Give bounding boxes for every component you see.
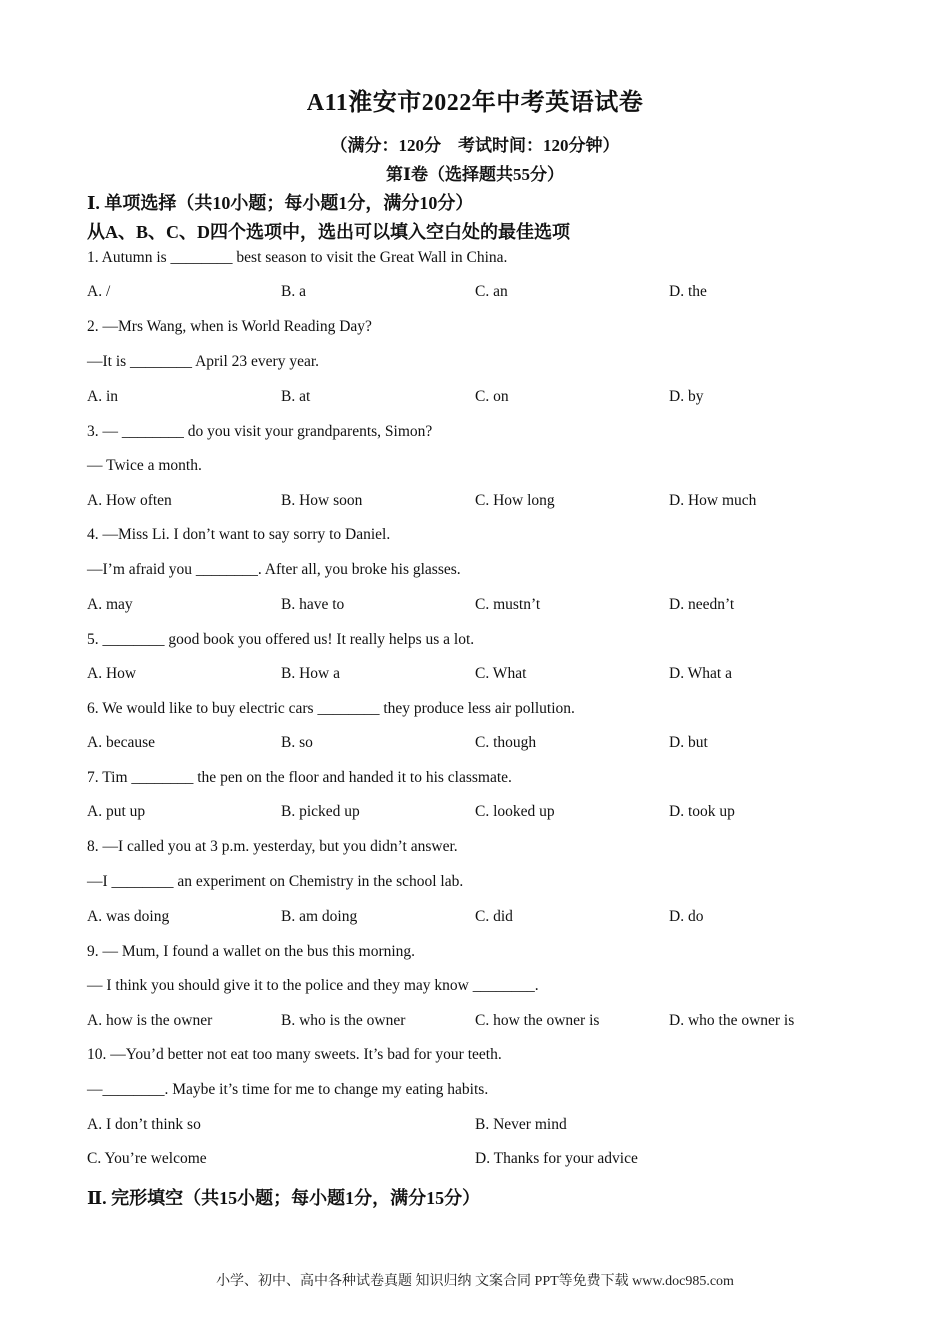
page-footer: 小学、初中、高中各种试卷真题 知识归纳 文案合同 PPT等免费下载 www.doc985.com [216, 1274, 734, 1289]
question-6-option-c: C. though [475, 734, 537, 751]
question-9-option-a: A. how is the owner [87, 1012, 213, 1029]
question-9-option-c: C. how the owner is [475, 1012, 600, 1029]
question-1-line-1: 1. Autumn is ________ best season to visit the Great Wall in China. [87, 249, 508, 266]
question-1-option-a: A. / [87, 283, 111, 300]
section1-instruction: 从A、B、C、D四个选项中，选出可以填入空白处的最佳选项 [87, 222, 571, 242]
question-7-option-a: A. put up [87, 803, 146, 820]
question-4-option-b: B. have to [281, 596, 345, 613]
question-1-option-b: B. a [281, 283, 306, 300]
question-10-line-2: —________. Maybe it’s time for me to change my eating habits. [87, 1081, 489, 1098]
section2-heading: Ⅱ. 完形填空（共15小题；每小题1分，满分15分） [87, 1188, 481, 1208]
question-2-option-d: D. by [669, 388, 704, 405]
question-7-line-1: 7. Tim ________ the pen on the floor and handed it to his classmate. [87, 769, 512, 786]
question-5-option-d: D. What a [669, 665, 732, 682]
question-6-option-a: A. because [87, 734, 155, 751]
question-3-option-c: C. How long [475, 492, 555, 509]
question-10-option-b: B. Never mind [475, 1116, 567, 1133]
question-9-option-d: D. who the owner is [669, 1012, 795, 1029]
question-4-line-1: 4. —Miss Li. I don’t want to say sorry to Daniel. [87, 526, 391, 543]
question-10-option-c: C. You’re welcome [87, 1150, 207, 1167]
question-10-option-a: A. I don’t think so [87, 1116, 201, 1133]
question-9-line-2: — I think you should give it to the police and they may know ________. [87, 977, 539, 994]
question-8-line-2: —I ________ an experiment on Chemistry in the school lab. [87, 873, 464, 890]
question-8-option-c: C. did [475, 908, 513, 925]
question-3-line-1: 3. — ________ do you visit your grandparents, Simon? [87, 423, 433, 440]
question-10-line-1: 10. —You’d better not eat too many sweets. It’s bad for your teeth. [87, 1046, 502, 1063]
question-4-option-d: D. needn’t [669, 596, 735, 613]
question-3-option-a: A. How often [87, 492, 172, 509]
question-5-option-b: B. How a [281, 665, 340, 682]
question-2-option-b: B. at [281, 388, 311, 405]
question-7-option-b: B. picked up [281, 803, 360, 820]
question-8-option-a: A. was doing [87, 908, 170, 925]
question-3-option-d: D. How much [669, 492, 757, 509]
question-8-option-d: D. do [669, 908, 704, 925]
question-5-line-1: 5. ________ good book you offered us! It really helps us a lot. [87, 631, 475, 648]
page-title: A11淮安市2022年中考英语试卷 [306, 90, 644, 116]
question-7-option-d: D. took up [669, 803, 735, 820]
question-1-option-d: D. the [669, 283, 707, 300]
section1-heading: Ⅰ. 单项选择（共10小题；每小题1分，满分10分） [87, 193, 474, 213]
question-2-line-2: —It is ________ April 23 every year. [87, 353, 320, 370]
exam-meta: （满分：120分 考试时间：120分钟） [330, 136, 620, 155]
question-3-option-b: B. How soon [281, 492, 363, 509]
question-8-line-1: 8. —I called you at 3 p.m. yesterday, but you didn’t answer. [87, 838, 458, 855]
question-5-option-c: C. What [475, 665, 527, 682]
question-1-option-c: C. an [475, 283, 508, 300]
question-6-option-b: B. so [281, 734, 313, 751]
question-9-option-b: B. who is the owner [281, 1012, 406, 1029]
question-6-option-d: D. but [669, 734, 708, 751]
question-9-line-1: 9. — Mum, I found a wallet on the bus this morning. [87, 943, 416, 960]
question-10-option-d: D. Thanks for your advice [475, 1150, 638, 1167]
question-2-line-1: 2. —Mrs Wang, when is World Reading Day? [87, 318, 372, 335]
question-2-option-c: C. on [475, 388, 509, 405]
question-3-line-2: — Twice a month. [87, 457, 202, 474]
question-4-option-c: C. mustn’t [475, 596, 541, 613]
question-8-option-b: B. am doing [281, 908, 358, 925]
question-5-option-a: A. How [87, 665, 137, 682]
volume-heading: 第Ⅰ卷（选择题共55分） [386, 165, 564, 184]
question-2-option-a: A. in [87, 388, 118, 405]
question-7-option-c: C. looked up [475, 803, 555, 820]
question-4-option-a: A. may [87, 596, 133, 613]
question-4-line-2: —I’m afraid you ________. After all, you broke his glasses. [87, 561, 461, 578]
question-6-line-1: 6. We would like to buy electric cars ________ they produce less air pollution. [87, 700, 575, 717]
